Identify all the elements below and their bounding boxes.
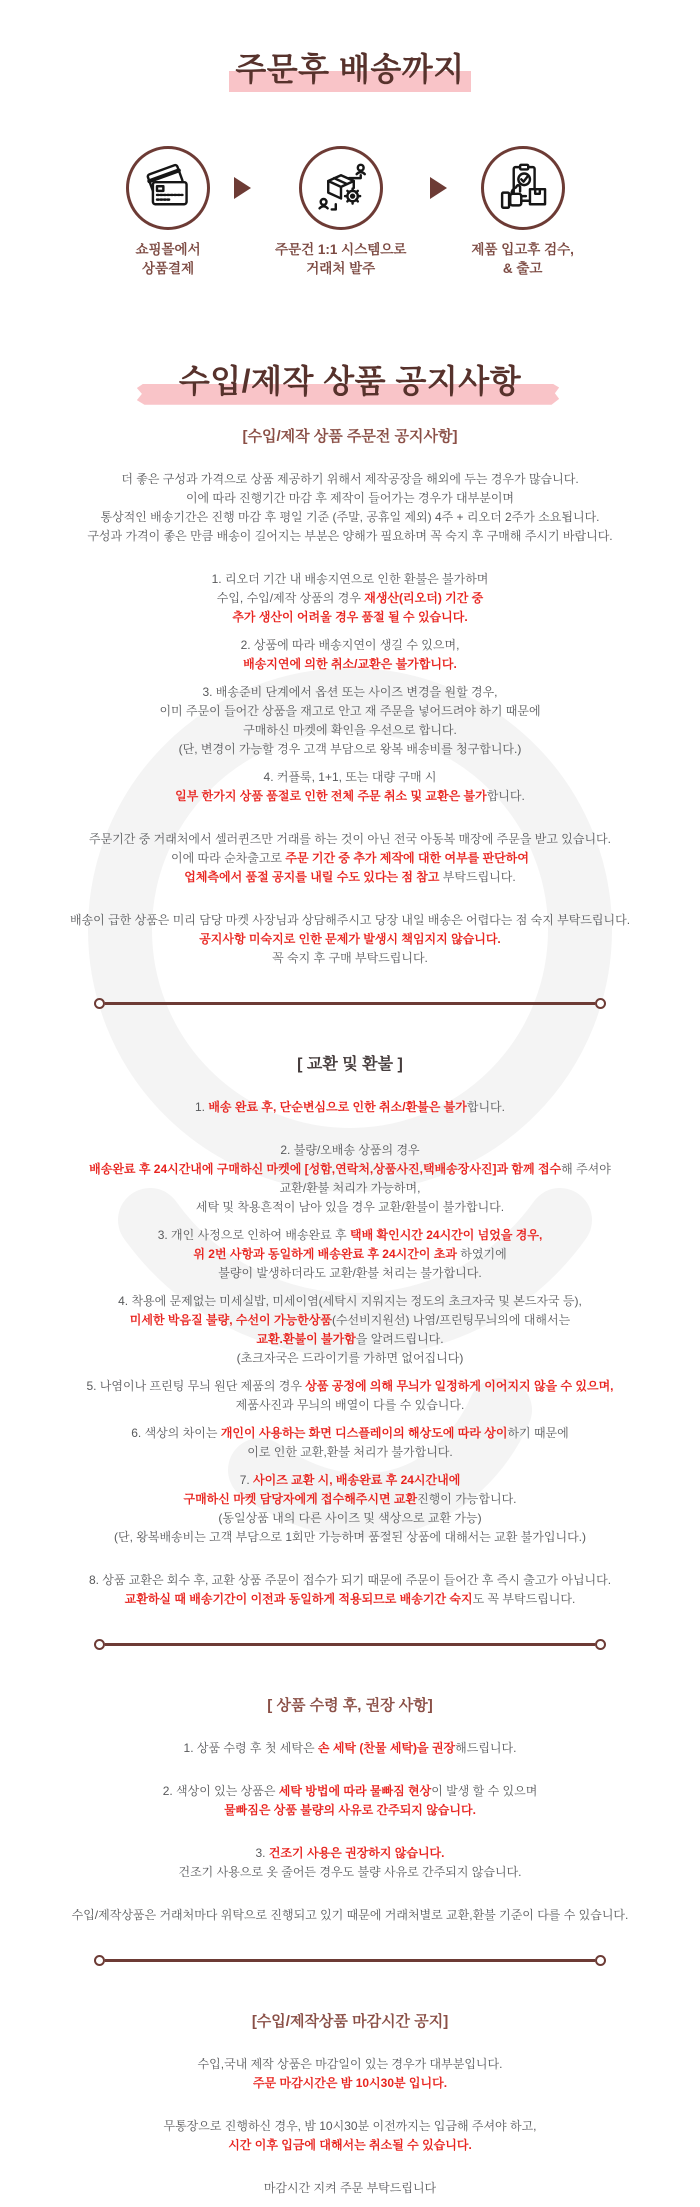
notice-line (0, 1906, 700, 1925)
text-segment: 구매하신 마켓에 확인을 우선으로 합니다. (243, 722, 457, 737)
text-segment: 구성과 가격이 좋은 만큼 배송이 길어지는 부분은 양해가 필요하며 꼭 숙지 후 구매해 주시기 바랍니다. (87, 528, 613, 543)
text-segment: 추가 생산이 어려울 경우 품절 될 수 있습니다. (232, 609, 468, 624)
section-divider (94, 998, 606, 1009)
text-segment: 개인이 사용하는 화면 디스플레이의 해상도에 따라 상이 (220, 1425, 508, 1440)
notice-line (0, 1349, 700, 1368)
notice-paragraph (0, 1739, 700, 1758)
text-segment: 3. 개인 사정으로 인하여 배송완료 후 (157, 1227, 350, 1242)
text-segment: 주문 기간 중 추가 제작에 대한 여부를 판단하여 (285, 850, 529, 865)
notice-line (0, 911, 700, 930)
divider-line (105, 1643, 595, 1646)
notice-line (0, 830, 700, 849)
text-segment: 합니다. (466, 1099, 505, 1114)
text-segment: 진행이 가능합니다. (417, 1491, 517, 1506)
text-segment: 마감시간 지켜 주문 부탁드립니다 (263, 2180, 437, 2195)
text-segment: 세탁 및 착용흔적이 남아 있을 경우 교환/환불이 불가합니다. (195, 1199, 505, 1214)
notice-line (0, 2117, 700, 2136)
text-segment: 2. 색상이 있는 상품은 (162, 1783, 279, 1798)
notice-line (0, 508, 700, 527)
text-segment: 3. 배송준비 단계에서 옵션 또는 사이즈 변경을 원할 경우, (202, 684, 498, 699)
notice-paragraph (0, 1141, 700, 1217)
notice-line (0, 1782, 700, 1801)
notice-line (0, 721, 700, 740)
notice-paragraph (0, 2117, 700, 2155)
text-segment: (동일상품 내의 다른 사이즈 및 색상으로 교환 가능) (218, 1510, 482, 1525)
section-heading: [ 상품 수령 후, 권장 사항] (267, 1696, 433, 1714)
text-segment: 시간 이후 입금에 대해서는 취소될 수 있습니다. (228, 2137, 472, 2152)
text-segment: 이에 따라 진행기간 마감 후 제작이 들어가는 경우가 대부분이며 (185, 490, 515, 505)
arrow-right-icon (234, 177, 251, 199)
text-segment: 교환/환불 처리가 가능하며, (279, 1180, 421, 1195)
text-segment: 5. 나염이나 프린팅 무늬 원단 제품의 경우 (86, 1378, 306, 1393)
text-segment: 배송 완료 후, 단순변심으로 인한 취소/환불은 불가 (208, 1099, 467, 1114)
divider-ring (94, 1639, 105, 1650)
text-segment: 미세한 박음질 불량, 수선이 가능한상품 (129, 1312, 332, 1327)
notice-line (0, 589, 700, 608)
notice-line (0, 2179, 700, 2198)
text-segment: 위 2번 사항과 동일하게 배송완료 후 24시간이 초과 (193, 1246, 457, 1261)
notice-line (0, 1739, 700, 1758)
notice-paragraph (0, 470, 700, 546)
text-segment: (단, 왕복배송비는 고객 부담으로 1회만 가능하며 품절된 상품에 대해서는 교환 불가입니다.) (114, 1529, 586, 1544)
text-segment: 2. 불량/오배송 상품의 경우 (280, 1142, 420, 1157)
notice-line (0, 655, 700, 674)
notice-line (0, 570, 700, 589)
divider-line (105, 1959, 595, 1962)
page-title-import-notice (0, 362, 700, 400)
text-segment: 하기 때문에 (507, 1425, 569, 1440)
step-label-line: 제품 입고후 검수, (471, 242, 574, 258)
text-segment: 주문 마감시간은 밤 10시30분 입니다. (252, 2075, 448, 2090)
text-segment: 3. (255, 1845, 269, 1860)
divider-ring (94, 998, 105, 1009)
notice-line (0, 1509, 700, 1528)
notice-line (0, 849, 700, 868)
text-segment: 배송지연에 의한 취소/교환은 불가합니다. (243, 656, 457, 671)
text-segment: 수입,국내 제작 상품은 마감일이 있는 경우가 대부분입니다. (197, 2056, 503, 2071)
text-segment: 손 세탁 (찬물 세탁)을 권장 (317, 1740, 456, 1755)
divider-ring (595, 998, 606, 1009)
text-segment: 꼭 숙지 후 구매 부탁드립니다. (272, 950, 428, 965)
text-segment: 무통장으로 진행하신 경우, 밤 10시30분 이전까지는 입금해 주셔야 하고, (163, 2118, 537, 2133)
notice-line (0, 1098, 700, 1117)
notice-line (0, 636, 700, 655)
notice-line (0, 1424, 700, 1443)
notice-line (0, 1245, 700, 1264)
text-segment: 상품 공정에 의해 무늬가 일정하게 이어지지 않을 수 있으며, (305, 1378, 614, 1393)
notice-line (0, 2136, 700, 2155)
notice-paragraph (0, 911, 700, 968)
notice-line (0, 1490, 700, 1509)
notice-line (0, 1801, 700, 1820)
text-segment: 물빠짐은 상품 불량의 사유로 간주되지 않습니다. (224, 1802, 476, 1817)
step-label (275, 240, 406, 278)
notice-line (0, 1311, 700, 1330)
notice-line (0, 2055, 700, 2074)
notice-line (0, 702, 700, 721)
divider-ring (94, 1955, 105, 1966)
text-segment: 해드립니다. (455, 1740, 517, 1755)
text-segment: 부탁드립니다. (439, 869, 516, 884)
text-segment: 건조기 사용은 권장하지 않습니다. (268, 1845, 445, 1860)
notice-line (0, 1160, 700, 1179)
section-heading: [수입/제작상품 마감시간 공지] (251, 2012, 449, 2030)
notice-paragraph (0, 2055, 700, 2093)
text-segment: 이미 주문이 들어간 상품을 재고로 안고 재 주문을 넣어드려야 하기 때문에 (159, 703, 541, 718)
notice-paragraph (0, 636, 700, 674)
notice-line (0, 683, 700, 702)
notice-line (0, 930, 700, 949)
text-segment: 해 주셔야 (561, 1161, 611, 1176)
text-segment: 교환하실 때 배송기간이 이전과 동일하게 적용되므로 배송기간 숙지 (124, 1591, 473, 1606)
text-segment: 건조기 사용으로 옷 줄어든 경우도 불량 사유로 간주되지 않습니다. (178, 1864, 522, 1879)
text-segment: 7. (239, 1472, 254, 1487)
notice-line (0, 768, 700, 787)
step-order-system (275, 146, 406, 278)
text-segment: 8. 상품 교환은 회수 후, 교환 상품 주문이 접수가 되기 때문에 주문이 들어간 후 즉시 출고가 아닙니다. (88, 1572, 612, 1587)
text-segment: 업체측에서 품절 공지를 내릴 수도 있다는 점 참고 (184, 869, 440, 884)
text-segment: 배송이 급한 상품은 미리 담당 마켓 사장님과 상담해주시고 당장 내일 배송은 어렵다는 점 숙지 부탁드립니다. (69, 912, 631, 927)
text-segment: 더 좋은 구성과 가격으로 상품 제공하기 위해서 제작공장을 해외에 두는 경우가 많습니다. (121, 471, 579, 486)
notice-line (0, 527, 700, 546)
notice-line (0, 1443, 700, 1462)
section-divider (94, 1639, 606, 1650)
notice-line (0, 949, 700, 968)
step-label-line: 주문건 1:1 시스템으로 (275, 242, 407, 258)
step-label-line: 거래처 발주 (306, 261, 376, 277)
text-segment: 사이즈 교환 시, 배송완료 후 24시간내에 (253, 1472, 461, 1487)
notice-line (0, 1226, 700, 1245)
highlighted-title-text: 수입/제작 상품 공지사항 (175, 362, 525, 400)
notice-line (0, 740, 700, 759)
notice-paragraph (0, 683, 700, 759)
notice-paragraph (0, 1906, 700, 1925)
text-segment: (단, 변경이 가능할 경우 고객 부담으로 왕복 배송비를 청구합니다.) (178, 741, 522, 756)
text-segment: 1. 리오더 기간 내 배송지연으로 인한 환불은 불가하며 (211, 571, 489, 586)
text-segment: 통상적인 배송기간은 진행 마감 후 평일 기준 (주말, 공휴일 제외) 4주 + 리오더 2주가 소요됩니다. (100, 509, 600, 524)
notice-paragraph (0, 768, 700, 806)
notice-paragraph (0, 1571, 700, 1609)
notice-line (0, 1471, 700, 1490)
text-segment: 을 알려드립니다. (355, 1331, 444, 1346)
notice-line (0, 1863, 700, 1882)
notice-line (0, 2074, 700, 2093)
text-segment: 1. 상품 수령 후 첫 세탁은 (183, 1740, 318, 1755)
text-segment: 6. 색상의 차이는 (131, 1425, 221, 1440)
text-segment: 수입, 수입/제작 상품의 경우 (216, 590, 365, 605)
text-segment: 제품사진과 무늬의 배열이 다를 수 있습니다. (235, 1397, 465, 1412)
notice-line (0, 1396, 700, 1415)
text-segment: 세탁 방법에 따라 물빠짐 현상 (278, 1783, 432, 1798)
step-inspection-shipping (471, 146, 574, 278)
notice-line (0, 1292, 700, 1311)
divider-ring (595, 1639, 606, 1650)
notice-line (0, 1377, 700, 1396)
text-segment: (초크자국은 드라이기를 가하면 없어집니다) (236, 1350, 464, 1365)
notice-line (0, 1179, 700, 1198)
divider-line (105, 1002, 595, 1005)
text-segment: 구매하신 마켓 담당자에게 접수해주시면 교환 (183, 1491, 418, 1506)
notice-paragraph (0, 1292, 700, 1368)
text-segment: 2. 상품에 따라 배송지연이 생길 수 있으며, (240, 637, 460, 652)
order-process-steps (0, 146, 700, 278)
notice-line (0, 1528, 700, 1547)
highlighted-title-text: 주문후 배송까지 (231, 50, 468, 88)
section-heading: [수입/제작 상품 주문전 공지사항] (242, 427, 458, 445)
text-segment: 이로 인한 교환,환불 처리가 불가합니다. (247, 1444, 453, 1459)
text-segment: 불량이 발생하더라도 교환/환불 처리는 불가합니다. (218, 1265, 482, 1280)
text-segment: 재생산(리오더) 기간 중 (364, 590, 484, 605)
text-segment: 이 발생 할 수 있으며 (431, 1783, 538, 1798)
notice-line (0, 1571, 700, 1590)
notice-paragraph (0, 830, 700, 887)
text-segment: 하였기에 (456, 1246, 507, 1261)
text-segment: 일부 한가지 상품 품절로 인한 전체 주문 취소 및 교환은 불가 (175, 788, 487, 803)
text-segment: (수선비지원선) 나염/프린팅무늬의에 대해서는 (331, 1312, 571, 1327)
notice-line (0, 1198, 700, 1217)
step-label-line: 상품결제 (141, 261, 195, 277)
step-label (135, 240, 200, 278)
notice-paragraph (0, 1424, 700, 1462)
step-label-line: & 출고 (502, 261, 543, 277)
text-segment: 이에 따라 순차출고로 (171, 850, 286, 865)
notice-line (0, 1264, 700, 1283)
notice-line (0, 608, 700, 627)
notice-line (0, 1590, 700, 1609)
text-segment: 택배 확인시간 24시간이 넘었을 경우, (350, 1227, 543, 1242)
text-segment: 4. 커플룩, 1+1, 또는 대량 구매 시 (263, 769, 437, 784)
text-segment: 1. (195, 1099, 209, 1114)
text-segment: 합니다. (486, 788, 525, 803)
notice-paragraph (0, 1377, 700, 1415)
page-title-shipping-process (0, 50, 700, 88)
notice-paragraph (0, 1844, 700, 1882)
credit-card-payment-icon (126, 146, 210, 230)
section-heading: [ 교환 및 환불 ] (297, 1055, 403, 1073)
inspection-shipping-icon (481, 146, 565, 230)
notice-sections (0, 427, 700, 2198)
notice-line (0, 470, 700, 489)
notice-line (0, 1844, 700, 1863)
text-segment: 도 꼭 부탁드립니다. (472, 1591, 576, 1606)
notice-paragraph (0, 2179, 700, 2198)
notice-content (0, 50, 700, 2198)
arrow-right-icon (430, 177, 447, 199)
notice-line (0, 1330, 700, 1349)
notice-paragraph (0, 1782, 700, 1820)
order-system-icon (299, 146, 383, 230)
text-segment: 교환.환불이 불가함 (256, 1331, 356, 1346)
text-segment: 4. 착용에 문제없는 미세실밥, 미세이염(세탁시 지워지는 정도의 초크자국 및 본드자국 등), (118, 1293, 582, 1308)
text-segment: 주문기간 중 거래처에서 셀러퀸즈만 거래를 하는 것이 아닌 전국 아동복 매장에 주문을 받고 있습니다. (89, 831, 611, 846)
notice-line (0, 868, 700, 887)
step-payment (126, 146, 210, 278)
text-segment: 수입/제작상품은 거래처마다 위탁으로 진행되고 있기 때문에 거래처별로 교환,환불 기준이 다를 수 있습니다. (71, 1907, 629, 1922)
section-divider (94, 1955, 606, 1966)
notice-paragraph (0, 1098, 700, 1117)
notice-line (0, 787, 700, 806)
notice-paragraph (0, 1226, 700, 1283)
notice-paragraph (0, 570, 700, 627)
text-segment: 공지사항 미숙지로 인한 문제가 발생시 책임지지 않습니다. (199, 931, 501, 946)
notice-line (0, 1141, 700, 1160)
notice-paragraph (0, 1471, 700, 1547)
step-label (471, 240, 574, 278)
text-segment: 배송완료 후 24시간내에 구매하신 마켓에 [성함,연락처,상품사진,택배송장사진]과 함께 접수 (89, 1161, 562, 1176)
divider-ring (595, 1955, 606, 1966)
notice-line (0, 489, 700, 508)
step-label-line: 쇼핑몰에서 (135, 242, 201, 258)
